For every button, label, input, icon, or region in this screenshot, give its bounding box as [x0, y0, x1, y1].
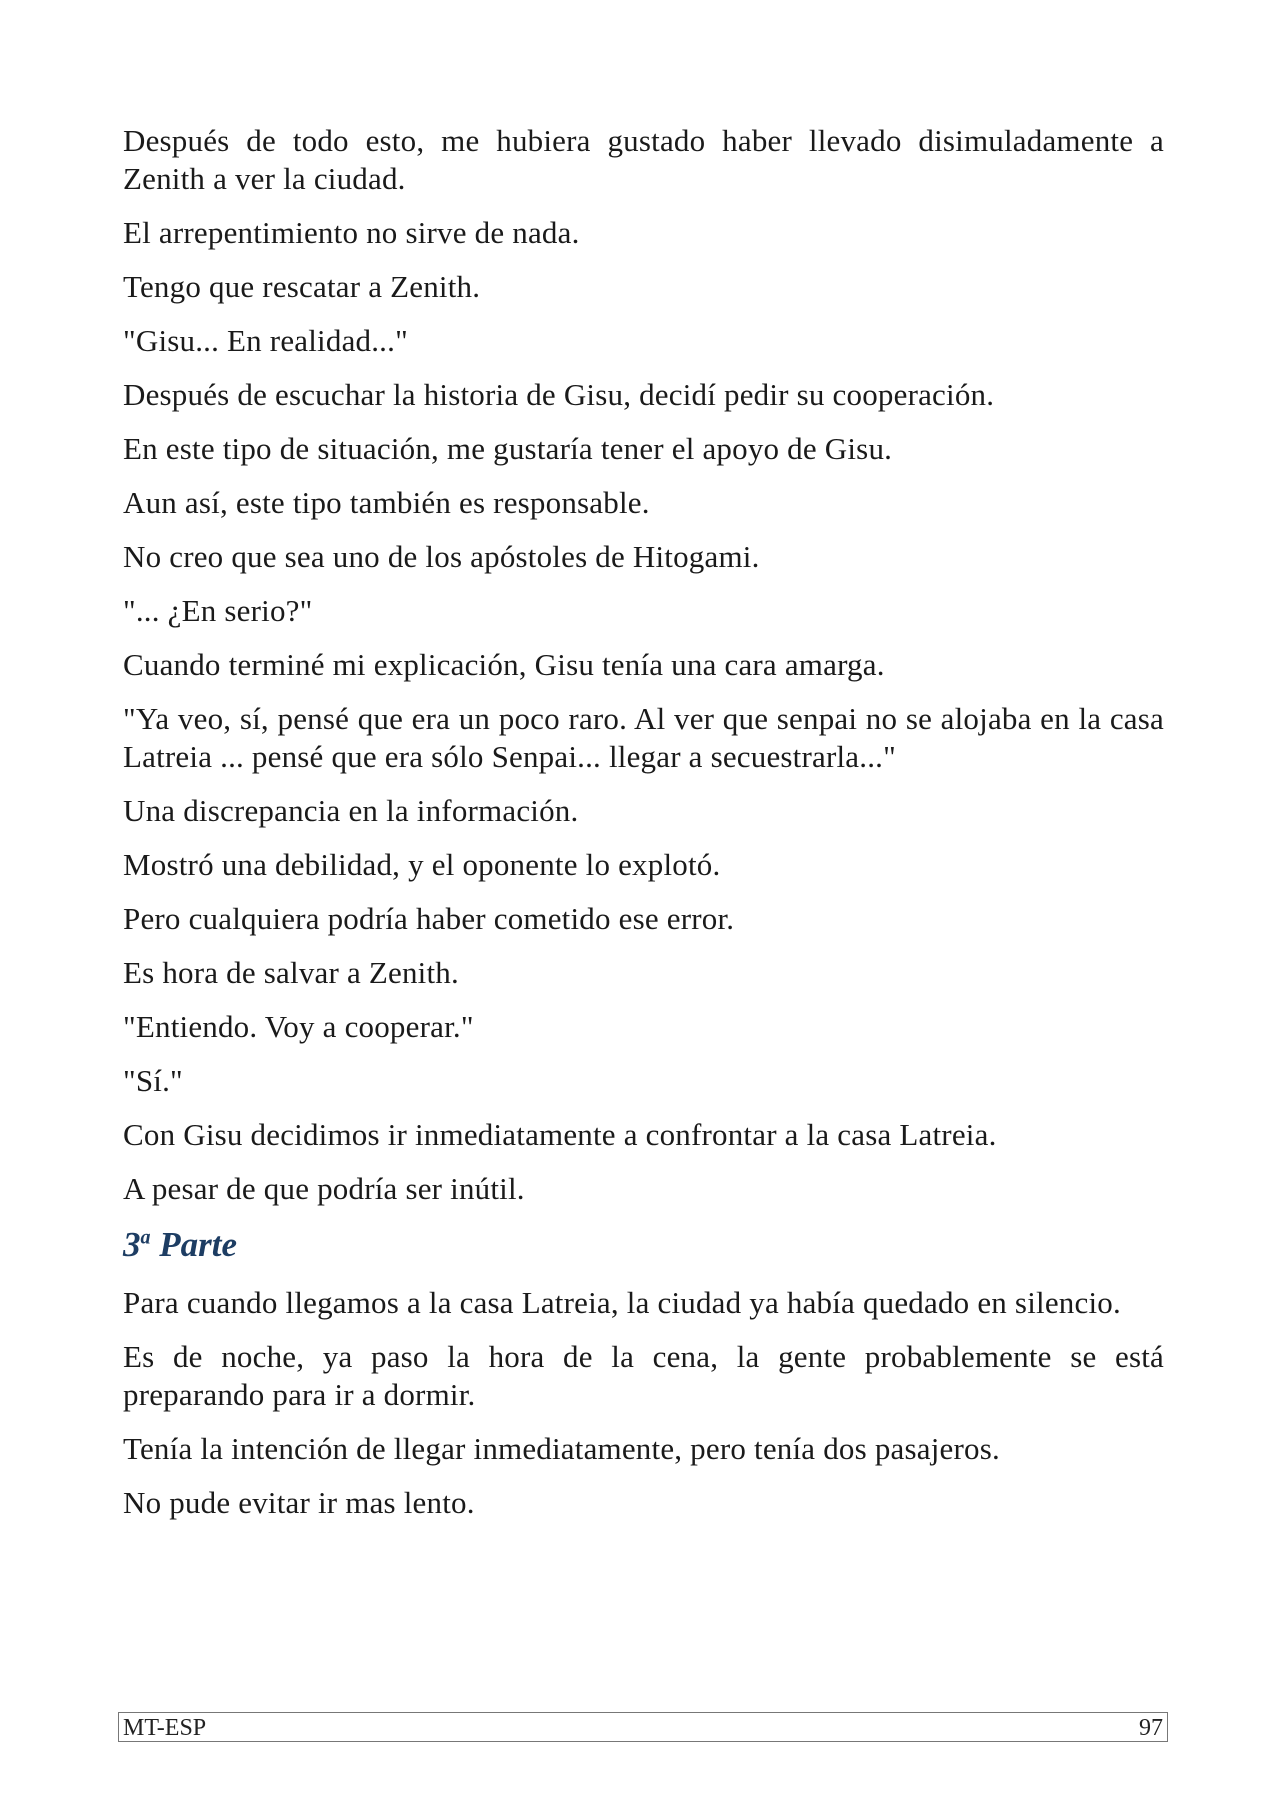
- page-footer: [118, 1712, 1168, 1742]
- heading-number: 3: [123, 1225, 141, 1264]
- paragraph: Cuando terminé mi explicación, Gisu tenía una cara amarga.: [123, 647, 885, 682]
- dialogue-line: "Sí.": [123, 1063, 183, 1098]
- paragraph: En este tipo de situación, me gustaría tener el apoyo de Gisu.: [123, 431, 893, 466]
- paragraph: Tengo que rescatar a Zenith.: [123, 269, 481, 304]
- page-body: [123, 122, 1164, 1538]
- paragraph: Después de escuchar la historia de Gisu, decidí pedir su cooperación.: [123, 377, 995, 412]
- paragraph: Es de noche, ya paso la hora de la cena, la gente probablemente se está preparando para ir a dormir.: [123, 1339, 1164, 1412]
- section-heading: [123, 1224, 1164, 1266]
- dialogue-line: "Ya veo, sí, pensé que era un poco raro. Al ver que senpai no se alojaba en la casa Latreia ... pensé que era sólo Senpai... llegar a secuestrarla...": [123, 701, 1164, 774]
- page-number: 97: [1139, 1715, 1163, 1741]
- paragraph: No creo que sea uno de los apóstoles de Hitogami.: [123, 539, 760, 574]
- paragraph: Pero cualquiera podría haber cometido ese error.: [123, 901, 735, 936]
- paragraph: Para cuando llegamos a la casa Latreia, la ciudad ya había quedado en silencio.: [123, 1285, 1121, 1320]
- dialogue-line: "Gisu... En realidad...": [123, 323, 408, 358]
- heading-text: Parte: [159, 1225, 238, 1264]
- paragraph: Tenía la intención de llegar inmediatamente, pero tenía dos pasajeros.: [123, 1431, 1000, 1466]
- paragraph: No pude evitar ir mas lento.: [123, 1485, 475, 1520]
- footer-label: MT-ESP: [123, 1715, 207, 1741]
- paragraph: El arrepentimiento no sirve de nada.: [123, 215, 580, 250]
- paragraph: Es hora de salvar a Zenith.: [123, 955, 459, 990]
- dialogue-line: "Entiendo. Voy a cooperar.": [123, 1009, 474, 1044]
- paragraph: Una discrepancia en la información.: [123, 793, 579, 828]
- paragraph: Con Gisu decidimos ir inmediatamente a confrontar a la casa Latreia.: [123, 1117, 997, 1152]
- paragraph: A pesar de que podría ser inútil.: [123, 1171, 525, 1206]
- paragraph: Mostró una debilidad, y el oponente lo explotó.: [123, 847, 721, 882]
- heading-superscript: a: [140, 1226, 151, 1249]
- paragraph: Aun así, este tipo también es responsable.: [123, 485, 650, 520]
- dialogue-line: "... ¿En serio?": [123, 593, 313, 628]
- paragraph: Después de todo esto, me hubiera gustado haber llevado disimuladamente a Zenith a ver la ciudad.: [123, 123, 1164, 196]
